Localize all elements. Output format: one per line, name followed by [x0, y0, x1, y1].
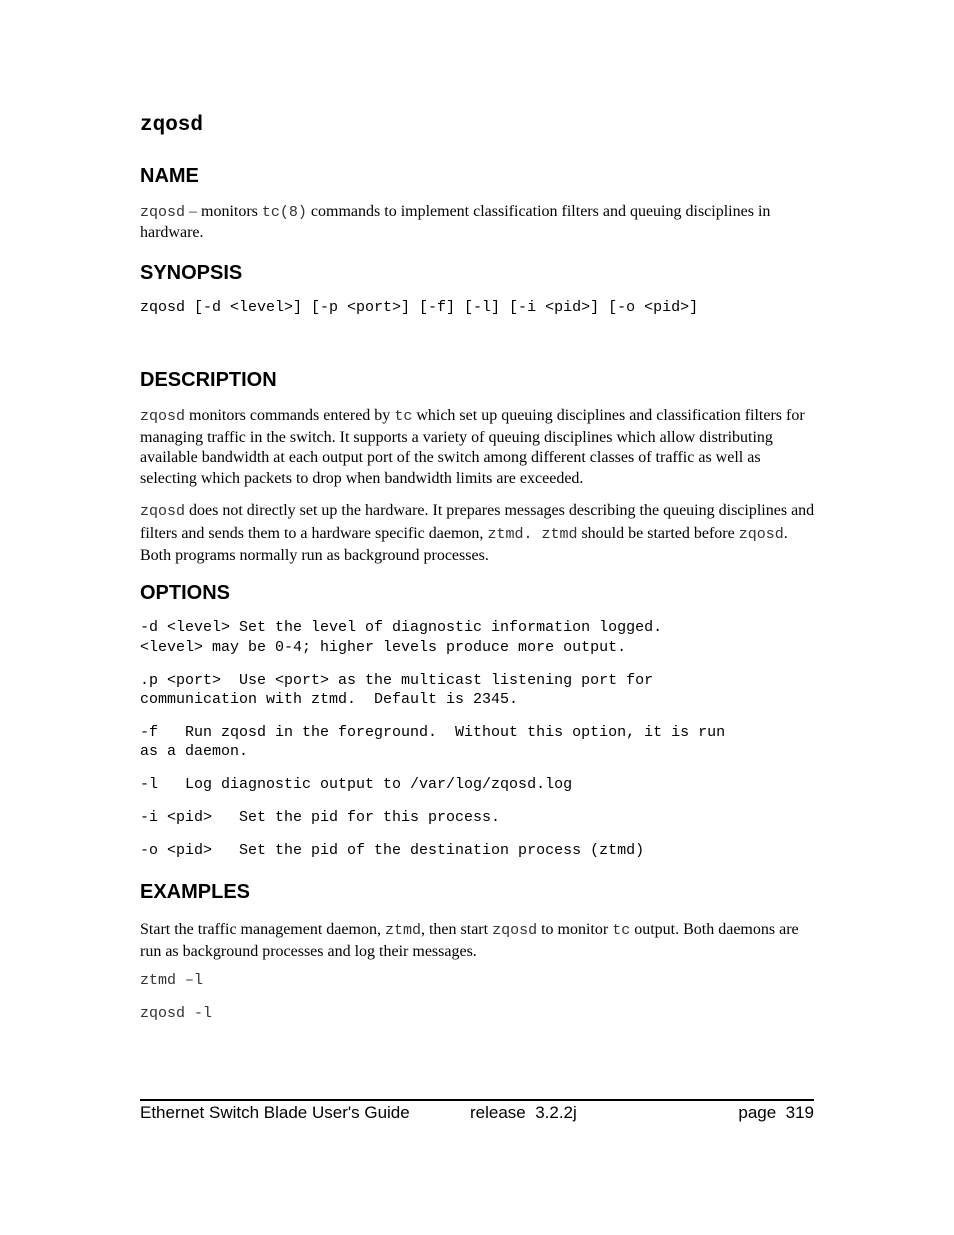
synopsis-line: zqosd [-d <level>] [-p <port>] [-f] [-l] [-i <pid>] [-o <pid>] — [140, 299, 699, 316]
option-d-line-1: -d <level> Set the level of diagnostic information logged. — [140, 619, 663, 636]
description-heading: DESCRIPTION — [140, 369, 277, 391]
cmd-zqosd: zqosd — [492, 922, 538, 939]
desc-text: which set up queuing disciplines and classification filters for managing traffic in the switch. It supports a variety of queuing disciplines which allow distributing available bandwidth at each output port of the switch among different classes of traffic as well as selecting which packets to drop when bandwidth limits are exceeded. — [140, 407, 805, 487]
description-paragraph-2 — [140, 500, 815, 567]
synopsis-heading: SYNOPSIS — [140, 262, 243, 284]
footer-guide-title: Ethernet Switch Blade User's Guide — [140, 1103, 410, 1122]
dash: – — [185, 203, 198, 220]
name-text-1: monitors — [197, 203, 262, 220]
option-f-line-1: -f Run zqosd in the foreground. Without this option, it is run — [140, 724, 726, 741]
option-l-line: -l Log diagnostic output to /var/log/zqosd.log — [140, 776, 573, 793]
cmd-zqosd: zqosd — [738, 525, 784, 543]
example-command-zqosd: zqosd -l — [140, 1005, 213, 1022]
option-p-line-1: .p <port> Use <port> as the multicast listening port for — [140, 672, 654, 689]
cmd-tc: tc(8) — [261, 204, 307, 221]
page-title: zqosd — [140, 114, 204, 137]
description-paragraph-1 — [140, 406, 815, 489]
options-heading: OPTIONS — [140, 582, 231, 604]
name-paragraph — [140, 202, 815, 243]
cmd-zqosd: zqosd — [140, 204, 186, 221]
name-heading: NAME — [140, 165, 199, 187]
example-command-ztmd: ztmd –l — [140, 972, 204, 989]
desc-text: monitors commands entered by — [185, 407, 395, 424]
examples-text: Start the traffic management daemon, — [140, 921, 385, 938]
cmd-tc: tc — [612, 922, 631, 939]
footer-page-number: page 319 — [738, 1103, 814, 1122]
option-o-line: -o <pid> Set the pid of the destination process (ztmd) — [140, 842, 645, 859]
cmd-tc: tc — [394, 408, 413, 425]
cmd-ztmd: ztmd — [384, 922, 421, 939]
option-f-line-2: as a daemon. — [140, 743, 249, 760]
cmd-zqosd: zqosd — [140, 503, 186, 520]
page-footer — [140, 1099, 814, 1127]
option-i-line: -i <pid> Set the pid for this process. — [140, 809, 501, 826]
option-d-line-2: <level> may be 0-4; higher levels produce more output. — [140, 639, 627, 656]
examples-text: to monitor — [537, 921, 613, 938]
desc-text: should be started before — [577, 524, 739, 542]
name-text-2: commands to implement classification filters and queuing disciplines in hardware. — [140, 203, 771, 241]
examples-text: , then start — [420, 921, 493, 938]
examples-paragraph — [140, 919, 815, 962]
cmd-ztmd: ztmd. ztmd — [487, 525, 578, 543]
option-p-line-2: communication with ztmd. Default is 2345. — [140, 691, 519, 708]
cmd-zqosd: zqosd — [140, 408, 186, 425]
examples-text: output. Both daemons are run as background processes and log their messages. — [140, 921, 799, 960]
footer-release: release 3.2.2j — [470, 1103, 577, 1122]
desc-text: does not directly set up the hardware. It prepares messages describing the queuing disciplines and filters and sends them to a hardware specific daemon, — [140, 502, 815, 542]
desc-text: . Both programs normally run as background processes. — [140, 524, 788, 564]
examples-heading: EXAMPLES — [140, 881, 251, 903]
